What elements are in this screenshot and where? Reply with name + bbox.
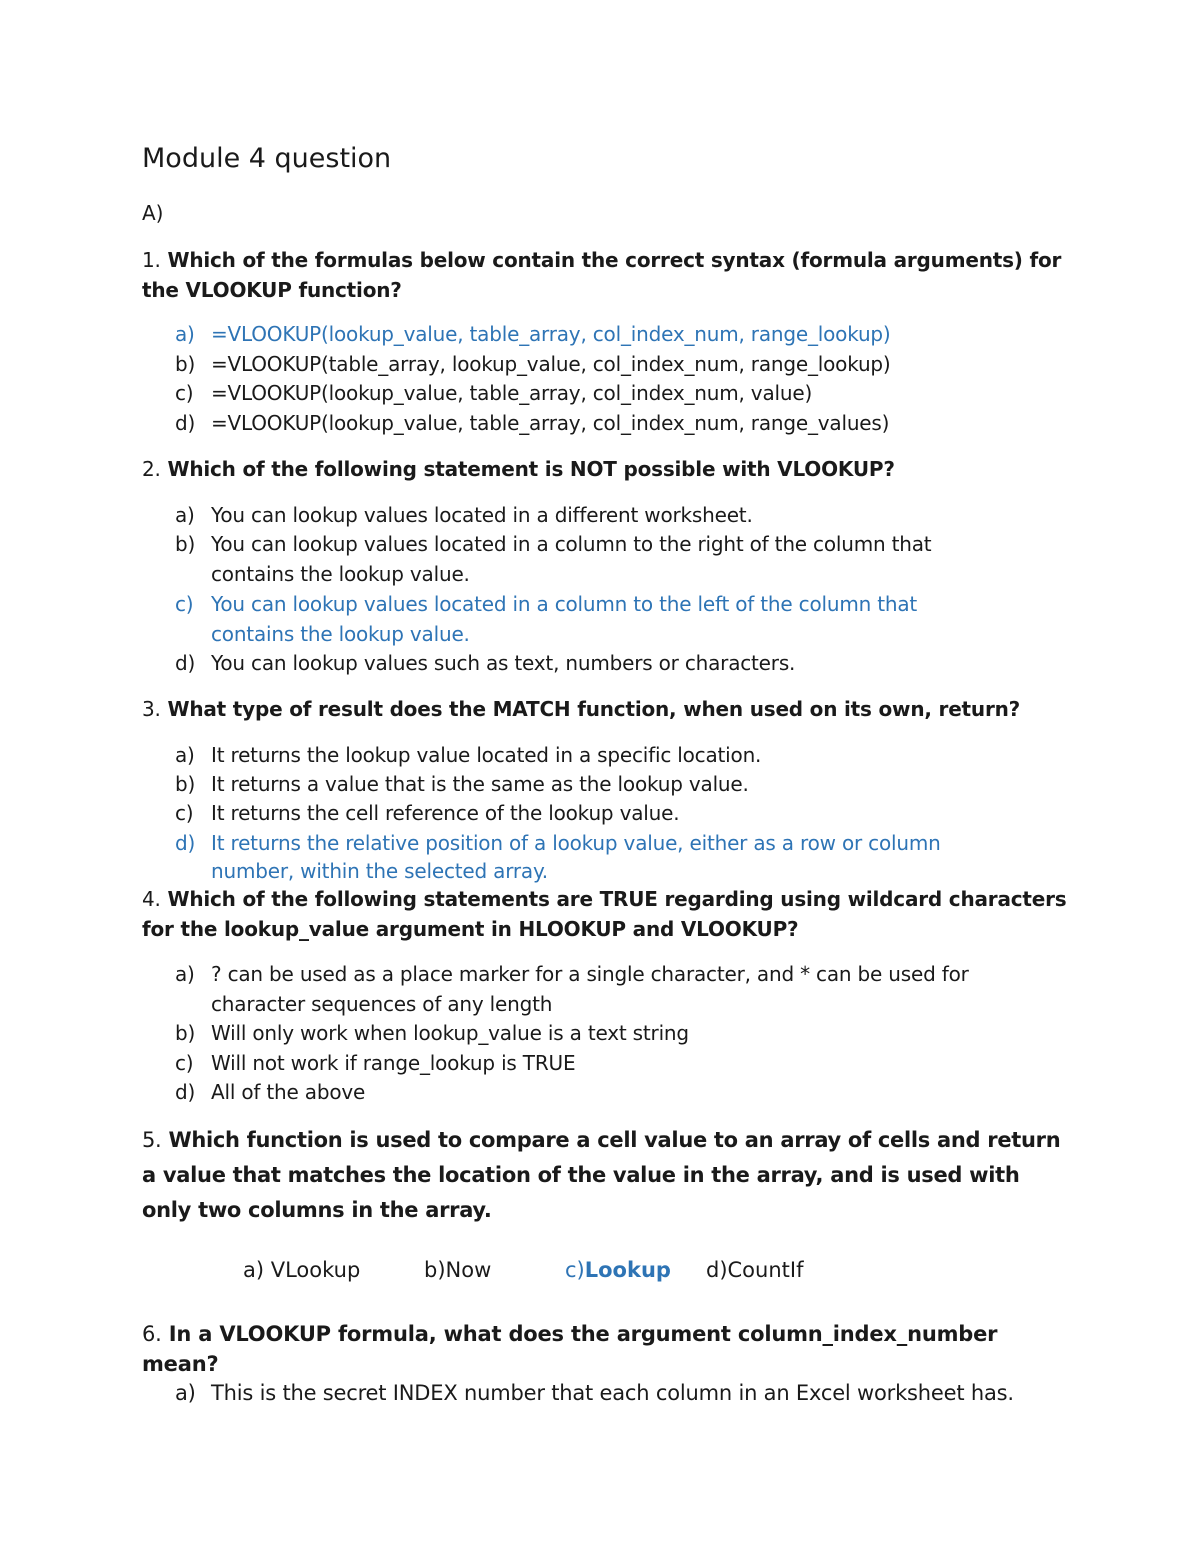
q5-option-a: a) VLookup: [243, 1258, 361, 1282]
question-4: [142, 884, 1072, 944]
q4-option-d: [175, 1078, 1035, 1108]
question-3: [142, 694, 1072, 724]
question-number: 6.: [142, 1322, 162, 1346]
question-text: Which function is used to compare a cell value to an array of cells and return a value that matches the location of the value in the array, and is used with only two columns in the array.: [142, 1128, 1061, 1222]
option-label: b): [175, 1021, 196, 1045]
option-label: b): [175, 352, 196, 376]
q5-option-c: [565, 1258, 671, 1282]
option-label: d): [175, 651, 196, 675]
option-text: =VLOOKUP(lookup_value, table_array, col_index_num, value): [211, 381, 813, 405]
question-number: 2.: [142, 457, 161, 481]
option-text: You can lookup values such as text, numbers or characters.: [211, 651, 796, 675]
option-label: d): [175, 1080, 196, 1104]
q5-option-b: b)Now: [424, 1258, 492, 1282]
option-text: Lookup: [584, 1258, 671, 1282]
q2-option-c: [175, 590, 1035, 649]
question-text: Which of the following statements are TRUE regarding using wildcard characters for the lookup_value argument in HLOOKUP and VLOOKUP?: [142, 887, 1067, 941]
option-text: Will only work when lookup_value is a text string: [211, 1021, 689, 1045]
q4-option-a: [175, 960, 1035, 1019]
option-label: a): [175, 743, 195, 767]
option-label: c): [175, 801, 194, 825]
question-text: What type of result does the MATCH function, when used on its own, return?: [167, 697, 1021, 721]
option-label: a): [175, 503, 195, 527]
q6-option-a: [175, 1379, 1035, 1409]
q5-option-d: d)CountIf: [706, 1258, 804, 1282]
option-text: =VLOOKUP(table_array, lookup_value, col_index_num, range_lookup): [211, 352, 891, 376]
option-label: d): [175, 411, 196, 435]
q3-option-c: [175, 799, 1035, 829]
q2-option-b: [175, 530, 1035, 589]
q1-option-d: [175, 409, 1035, 439]
page-title: Module 4 question: [142, 143, 392, 174]
option-text: It returns the relative position of a lookup value, either as a row or column number, within the selected array.: [211, 831, 941, 883]
option-label: c): [175, 1051, 194, 1075]
option-label: a): [175, 322, 195, 346]
q2-option-d: [175, 649, 1035, 679]
question-1: [142, 245, 1072, 305]
option-text: You can lookup values located in a column to the left of the column that contains the lookup value.: [211, 592, 918, 646]
option-text: This is the secret INDEX number that each column in an Excel worksheet has.: [211, 1381, 1014, 1405]
option-label: a): [175, 1381, 196, 1405]
q3-option-b: [175, 770, 1035, 800]
option-text: It returns the lookup value located in a specific location.: [211, 743, 762, 767]
option-label: c): [175, 592, 194, 616]
q1-option-a: [175, 320, 1035, 350]
option-label: c): [565, 1258, 585, 1282]
q3-option-d: [175, 829, 1035, 885]
question-number: 4.: [142, 887, 161, 911]
q2-option-a: [175, 501, 1035, 531]
q3-option-a: [175, 741, 1035, 771]
q1-option-c: [175, 379, 1035, 409]
question-2: [142, 454, 1072, 484]
option-text: =VLOOKUP(lookup_value, table_array, col_index_num, range_lookup): [211, 322, 891, 346]
q4-option-b: [175, 1019, 1035, 1049]
question-text: Which of the following statement is NOT possible with VLOOKUP?: [167, 457, 895, 481]
section-label: A): [142, 201, 164, 225]
option-text: You can lookup values located in a column to the right of the column that contains the lookup value.: [211, 532, 932, 586]
option-text: =VLOOKUP(lookup_value, table_array, col_index_num, range_values): [211, 411, 890, 435]
option-text: All of the above: [211, 1080, 366, 1104]
option-text: It returns a value that is the same as the lookup value.: [211, 772, 749, 796]
question-number: 3.: [142, 697, 161, 721]
question-number: 1.: [142, 248, 161, 272]
option-label: b): [175, 532, 196, 556]
option-label: a): [175, 962, 195, 986]
option-text: You can lookup values located in a different worksheet.: [211, 503, 753, 527]
option-text: It returns the cell reference of the lookup value.: [211, 801, 680, 825]
option-label: b): [175, 772, 196, 796]
q1-option-b: [175, 350, 1035, 380]
q4-option-c: [175, 1049, 1035, 1079]
option-text: ? can be used as a place marker for a single character, and * can be used for character sequences of any length: [211, 962, 969, 1016]
question-6: [142, 1319, 1072, 1379]
option-label: d): [175, 831, 196, 855]
question-text: Which of the formulas below contain the correct syntax (formula arguments) for the VLOOKUP function?: [142, 248, 1062, 302]
question-number: 5.: [142, 1128, 162, 1152]
option-label: c): [175, 381, 194, 405]
question-text: In a VLOOKUP formula, what does the argument column_index_number mean?: [142, 1322, 998, 1376]
question-5: [142, 1123, 1072, 1228]
option-text: Will not work if range_lookup is TRUE: [211, 1051, 576, 1075]
